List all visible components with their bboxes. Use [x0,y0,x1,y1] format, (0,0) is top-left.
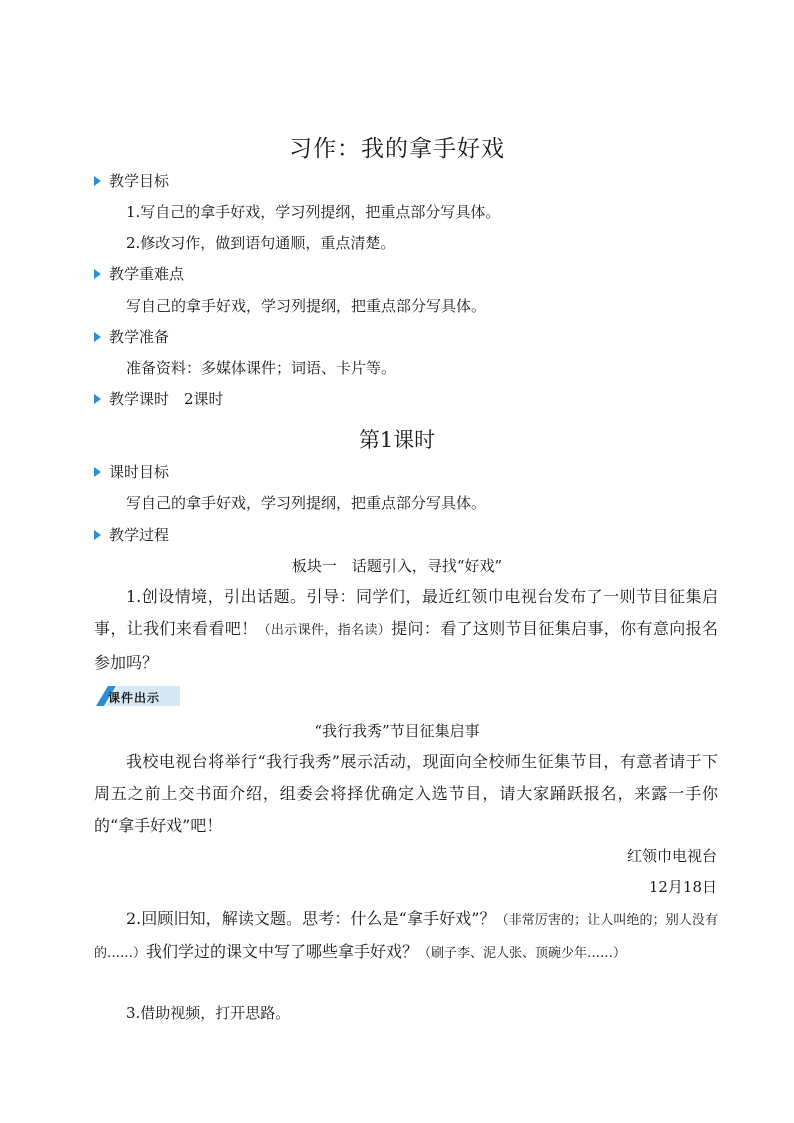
step-2-text: 2.回顾旧知，解读文题。思考：什么是“拿手好戏”？ [126,909,496,928]
section-heading: 教学课时 2课时 [109,390,224,408]
section-heading: 教学过程 [109,526,170,544]
triangle-right-icon [94,467,101,477]
notice-date: 12月18日 [648,878,717,896]
step-2-note: （非常厉害的；让人叫绝的；别人没有的……） [94,913,718,961]
section-preparation [94,327,169,347]
courseware-badge-label: 课件出示 [108,691,161,705]
section-heading: 课时目标 [109,463,170,481]
preparation-text: 准备资料：多媒体课件；词语、卡片等。 [126,359,397,377]
step-2-question: 我们学过的课文中写了哪些拿手好戏？ [146,942,419,961]
key-points-text: 写自己的拿手好戏，学习列提纲，把重点部分写具体。 [126,297,487,315]
step-1-paragraph [94,581,718,679]
page-title: 习作：我的拿手好戏 [289,136,505,162]
section-hours [94,389,224,409]
section-heading: 教学目标 [109,172,170,190]
triangle-right-icon [94,269,101,279]
lesson-title: 第1课时 [358,428,436,452]
section-process [94,525,169,545]
section-teaching-goals [94,171,169,191]
goal-item: 1.写自己的拿手好戏，学习列提纲，把重点部分写具体。 [126,203,501,221]
triangle-right-icon [94,530,101,540]
step-2-paragraph [94,903,718,969]
section-heading: 教学重难点 [109,265,185,283]
section-heading: 教学准备 [109,328,170,346]
notice-title: “我行我秀”节目征集启事 [314,722,480,740]
notice-body: 我校电视台将举行“我行我秀”展示活动，现面向全校师生征集节目，有意者请于下周五之前上交书面介绍，组委会将择优确定入选节目，请大家踊跃报名，来露一手你的“拿手好戏”吧！ [94,752,718,835]
lesson-goal-text: 写自己的拿手好戏，学习列提纲，把重点部分写具体。 [126,494,487,512]
notice-signature: 红领巾电视台 [626,847,717,865]
section-key-points [94,264,184,284]
block-title: 板块一 话题引入，寻找“好戏” [291,557,503,575]
step-1-question: 提问：看了这则节目征集启事，你有意向报名参加吗？ [94,619,718,672]
step-1-text: 1.创设情境，引出话题。引导：同学们，最近红领巾电视台发布了一则节目征集启事，让我们来看看吧！ [94,587,718,638]
triangle-right-icon [94,176,101,186]
triangle-right-icon [94,332,101,342]
step-2-note: （刷子李、泥人张、顶碗少年……） [418,946,627,961]
section-lesson-goals [94,462,169,482]
goal-item: 2.修改习作，做到语句通顺，重点清楚。 [126,234,396,252]
step-1-note: （出示课件，指名读） [257,623,392,638]
triangle-right-icon [94,394,101,404]
step-3-text: 3.借助视频，打开思路。 [126,1004,291,1022]
